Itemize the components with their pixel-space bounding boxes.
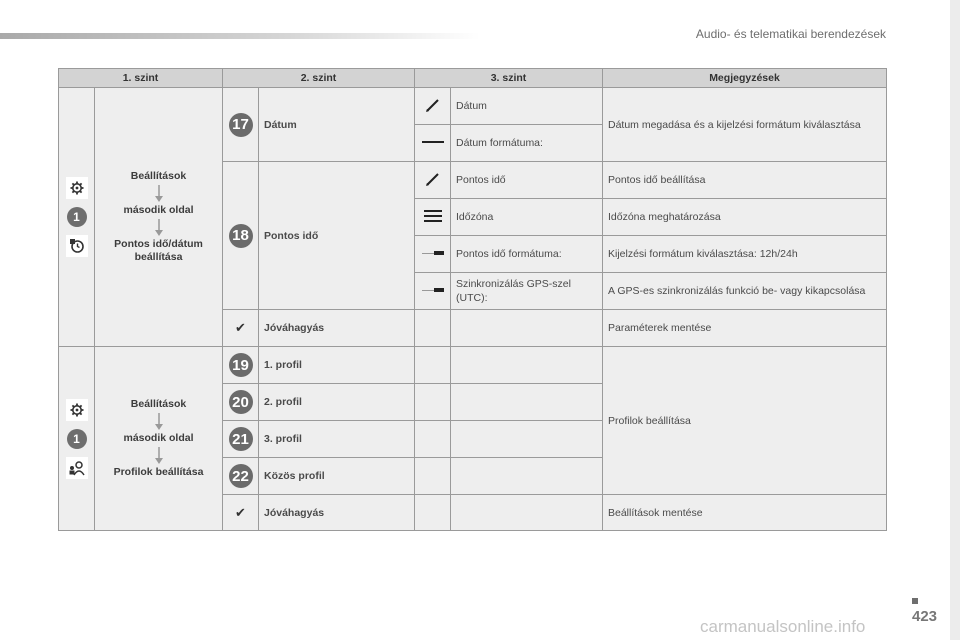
level2-label: 2. profil bbox=[259, 384, 415, 421]
table-row bbox=[59, 347, 887, 384]
level3-label: Szinkronizálás GPS-szel (UTC): bbox=[451, 273, 603, 310]
level2-label: Jóváhagyás bbox=[259, 495, 415, 531]
level2-label: Jóváhagyás bbox=[259, 310, 415, 347]
header-bar bbox=[0, 33, 480, 39]
level2-label: 1. profil bbox=[259, 347, 415, 384]
note: Kijelzési formátum kiválasztása: 12h/24h bbox=[603, 236, 887, 273]
arrow-down-icon bbox=[154, 413, 164, 430]
note: Beállítások mentése bbox=[603, 495, 887, 531]
path-step: második oldal bbox=[123, 432, 194, 444]
page-number: 423 bbox=[912, 608, 938, 625]
number-badge: 19 bbox=[229, 353, 253, 377]
note: Dátum megadása és a kijelzési formátum kiválasztása bbox=[603, 88, 887, 162]
number-badge: 22 bbox=[229, 464, 253, 488]
note: A GPS-es szinkronizálás funkció be- vagy kikapcsolása bbox=[603, 273, 887, 310]
number-badge: 18 bbox=[229, 224, 253, 248]
level2-label: Dátum bbox=[259, 88, 415, 162]
pencil-icon bbox=[425, 171, 441, 187]
number-badge: 20 bbox=[229, 390, 253, 414]
level3-label: Dátum formátuma: bbox=[451, 125, 603, 162]
table-header-row bbox=[59, 69, 887, 88]
check-icon: ✔ bbox=[235, 320, 246, 335]
number-badge: 17 bbox=[229, 113, 253, 137]
path-step: Beállítások bbox=[130, 170, 187, 182]
path-icons-2 bbox=[59, 347, 95, 531]
path-cell-2 bbox=[95, 347, 223, 531]
watermark: carmanualsonline.info bbox=[700, 617, 866, 636]
path-cell-1 bbox=[95, 88, 223, 347]
pencil-icon bbox=[425, 97, 441, 113]
note: Paraméterek mentése bbox=[603, 310, 887, 347]
gear-icon bbox=[66, 177, 88, 199]
path-icons-1 bbox=[59, 88, 95, 347]
header-notes: Megjegyzések bbox=[603, 69, 887, 88]
settings-reference-table bbox=[58, 68, 887, 531]
level2-label: Közös profil bbox=[259, 458, 415, 495]
path-step: Profilok beállítása bbox=[113, 466, 204, 478]
toggle-icon bbox=[421, 286, 445, 294]
arrow-down-icon bbox=[154, 219, 164, 236]
header-level-3: 3. szint bbox=[415, 69, 603, 88]
check-icon: ✔ bbox=[235, 504, 246, 520]
level3-label: Időzóna bbox=[451, 199, 603, 236]
clock-icon bbox=[66, 235, 88, 257]
header-level-1: 1. szint bbox=[59, 69, 223, 88]
arrow-down-icon bbox=[154, 447, 164, 464]
path-step: második oldal bbox=[123, 204, 194, 216]
page-header-title: Audio- és telematikai berendezések bbox=[695, 27, 886, 41]
page-marker bbox=[912, 598, 918, 604]
level3-label: Pontos idő bbox=[451, 162, 603, 199]
level2-label: Pontos idő bbox=[259, 162, 415, 310]
note: Időzóna meghatározása bbox=[603, 199, 887, 236]
profile-icon bbox=[66, 457, 88, 479]
toggle-icon bbox=[421, 249, 445, 257]
arrow-down-icon bbox=[154, 185, 164, 202]
level3-label: Dátum bbox=[451, 88, 603, 125]
level2-label: 3. profil bbox=[259, 421, 415, 458]
gear-icon bbox=[66, 399, 88, 421]
line-icon bbox=[421, 138, 445, 146]
step-number: 1 bbox=[67, 429, 87, 449]
path-step: Beállítások bbox=[130, 398, 187, 410]
table-row bbox=[59, 88, 887, 125]
step-number: 1 bbox=[67, 207, 87, 227]
path-step: Pontos idő/dátum beállítása bbox=[114, 238, 203, 263]
header-level-2: 2. szint bbox=[223, 69, 415, 88]
number-badge: 21 bbox=[229, 427, 253, 451]
note: Pontos idő beállítása bbox=[603, 162, 887, 199]
level3-label: Pontos idő formátuma: bbox=[451, 236, 603, 273]
list-icon bbox=[423, 209, 443, 223]
note: Profilok beállítása bbox=[603, 347, 887, 495]
page-edge bbox=[950, 0, 960, 640]
